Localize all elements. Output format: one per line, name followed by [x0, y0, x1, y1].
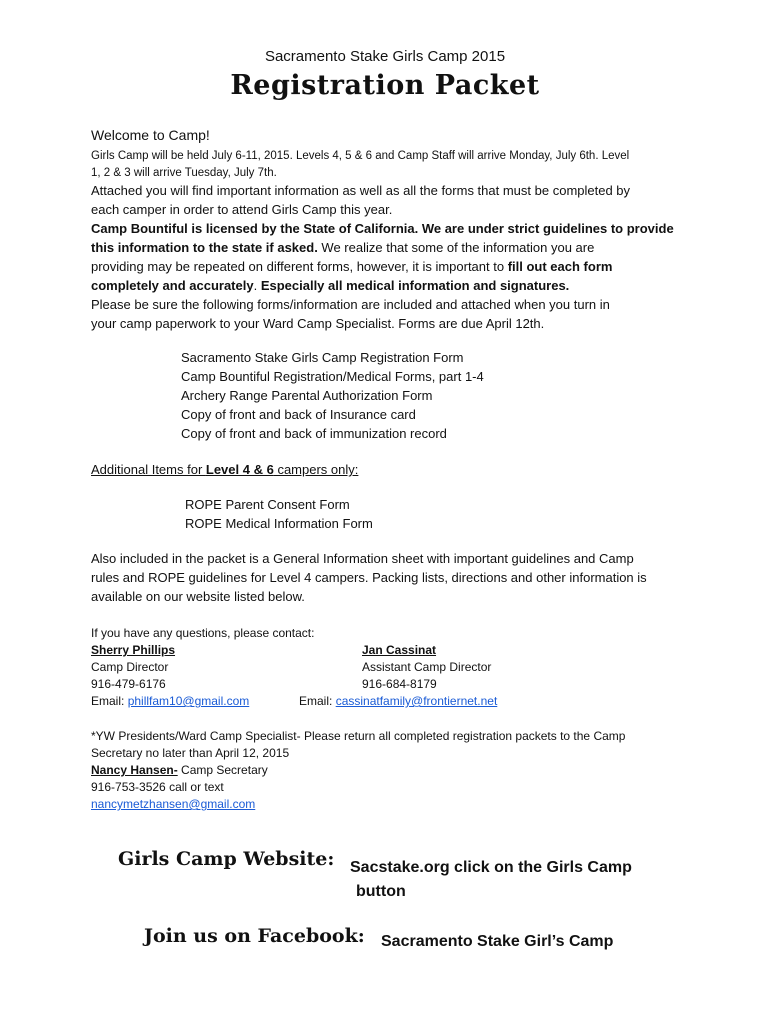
level-emphasis: Level 4 & 6 — [205, 462, 274, 477]
facebook-page-name: Sacramento Stake Girl’s Camp — [381, 933, 614, 950]
list-item: Copy of front and back of immunization record — [181, 426, 447, 441]
general-info-paragraph — [91, 549, 691, 606]
list-item: ROPE Parent Consent Form — [185, 497, 350, 512]
camp-dates-paragraph — [91, 148, 691, 182]
facebook-label: Join us on Facebook: — [144, 925, 365, 947]
website-text: button — [356, 883, 406, 900]
packet-title: Registration Packet — [230, 70, 540, 101]
text-line — [91, 257, 691, 276]
contact-role: Camp Director — [91, 660, 169, 674]
text-line: *YW Presidents/Ward Camp Specialist- Please return all completed registration packets to the Camp — [91, 729, 626, 743]
text-line: Also included in the packet is a General Information sheet with important guidelines and Camp — [91, 551, 634, 566]
director-email-link[interactable]: phillfam10@gmail.com — [127, 694, 250, 708]
text-line: rules and ROPE guidelines for Level 4 campers. Packing lists, directions and other information is — [91, 570, 647, 585]
camp-dates-line: 1, 2 & 3 will arrive Tuesday, July 7th. — [91, 167, 277, 179]
emphasis-text: completely and accurately — [91, 278, 254, 293]
email-label: Email: — [91, 694, 128, 708]
secretary-email-link[interactable]: nancymetzhansen@gmail.com — [91, 797, 256, 811]
required-forms-list — [181, 348, 484, 443]
secretary-role: Camp Secretary — [177, 763, 268, 777]
text-line — [91, 276, 691, 295]
instructions-paragraph — [91, 181, 691, 333]
emphasis-text: Especially all medical information and signatures. — [260, 278, 570, 293]
website-info — [350, 856, 632, 904]
text-line: Attached you will find important information as well as all the forms that must be completed by — [91, 183, 631, 198]
secretary-name: Nancy Hansen- — [91, 763, 178, 777]
additional-items-heading — [91, 460, 691, 479]
contact-intro: If you have any questions, please contact: — [91, 626, 315, 640]
camp-dates-line: Girls Camp will be held July 6-11, 2015. Levels 4, 5 & 6 and Camp Staff will arrive Monday, July 6th. Level — [91, 150, 630, 162]
secretary-phone: 916-753-3526 call or text — [91, 780, 224, 794]
text-fragment: providing may be repeated on different forms, however, it is important to — [91, 259, 508, 274]
text-fragment: . — [253, 278, 261, 293]
list-item: Sacramento Stake Girls Camp Registration Form — [181, 350, 464, 365]
list-item: ROPE Medical Information Form — [185, 516, 373, 531]
assistant-email-row — [299, 693, 497, 710]
list-item: Copy of front and back of Insurance card — [181, 407, 416, 422]
contact-name: Sherry Phillips — [91, 643, 176, 657]
contact-name: Jan Cassinat — [362, 643, 437, 657]
packet-subtitle: Sacramento Stake Girls Camp 2015 — [264, 48, 506, 65]
text-fragment: Additional Items for — [91, 462, 206, 477]
license-notice: this information to the state if asked. — [91, 240, 318, 255]
rope-forms-list — [185, 495, 373, 533]
text-line: Secretary no later than April 12, 2015 — [91, 746, 290, 760]
text-line: your camp paperwork to your Ward Camp Specialist. Forms are due April 12th. — [91, 316, 545, 331]
secretary-section — [91, 728, 691, 813]
director-contact — [91, 642, 249, 710]
text-line — [91, 238, 691, 257]
text-line: Please be sure the following forms/information are included and attached when you turn in — [91, 297, 610, 312]
contact-role: Assistant Camp Director — [362, 660, 492, 674]
website-label: Girls Camp Website: — [118, 848, 335, 870]
emphasis-text: fill out each form — [507, 259, 613, 274]
email-label: Email: — [299, 694, 336, 708]
welcome-heading: Welcome to Camp! — [91, 127, 210, 143]
assistant-contact — [362, 642, 491, 693]
assistant-email-link[interactable]: cassinatfamily@frontiernet.net — [335, 694, 498, 708]
list-item: Camp Bountiful Registration/Medical Forms, part 1-4 — [181, 369, 484, 384]
website-text: Sacstake.org click on the Girls Camp — [350, 859, 632, 876]
license-notice: Camp Bountiful is licensed by the State of California. We are under strict guidelines to provide — [91, 221, 674, 236]
contact-phone: 916-479-6176 — [91, 677, 166, 691]
list-item: Archery Range Parental Authorization Form — [181, 388, 433, 403]
text-fragment: We realize that some of the information you are — [317, 240, 595, 255]
text-line: available on our website listed below. — [91, 589, 305, 604]
text-fragment: campers only: — [273, 462, 359, 477]
text-line: each camper in order to attend Girls Camp this year. — [91, 202, 393, 217]
contact-phone: 916-684-8179 — [362, 677, 437, 691]
